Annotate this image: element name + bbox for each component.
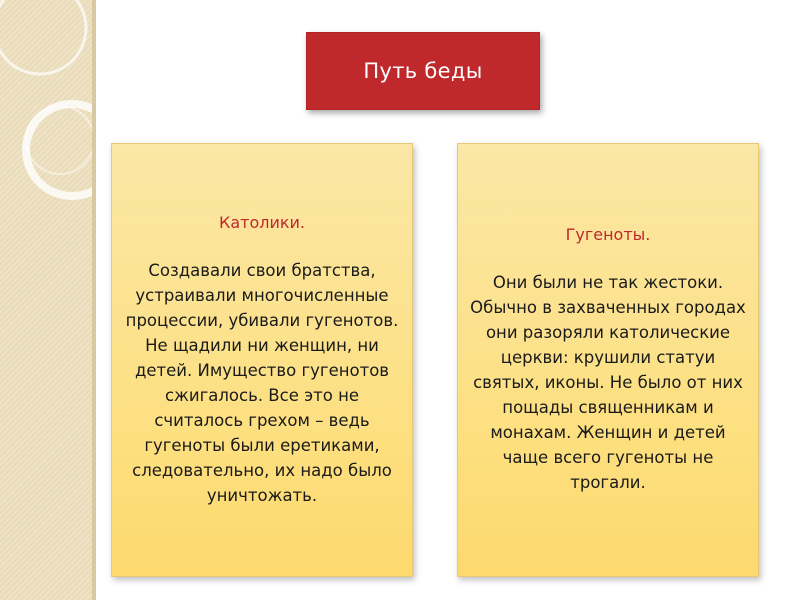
catholics-body: Создавали свои братства, устраивали многочисленные процессии, убивали гугенотов. Не щадили ни женщин, ни детей. Имущество гугенотов сжигалось. Все это не считалось грехом – ведь гугеноты были еретиками, следовательно, их надо было уничтожать. bbox=[125, 260, 399, 505]
decorative-sidebar bbox=[0, 0, 92, 600]
sidebar-border bbox=[92, 0, 96, 600]
huguenots-card bbox=[457, 143, 759, 577]
huguenots-body: Они были не так жестоки. Обычно в захваченных городах они разоряли католические церкви: крушили статуи святых, иконы. Не было от них пощады священникам и монахам. Женщин и детей чаще всего гугеноты не трогали. bbox=[470, 273, 746, 492]
catholics-card bbox=[111, 143, 413, 577]
page-title: Путь беды bbox=[363, 59, 483, 83]
title-box bbox=[306, 32, 540, 110]
huguenots-heading: Гугеноты. bbox=[565, 225, 651, 244]
decorative-rings bbox=[0, 0, 92, 600]
catholics-heading: Католики. bbox=[218, 212, 306, 232]
